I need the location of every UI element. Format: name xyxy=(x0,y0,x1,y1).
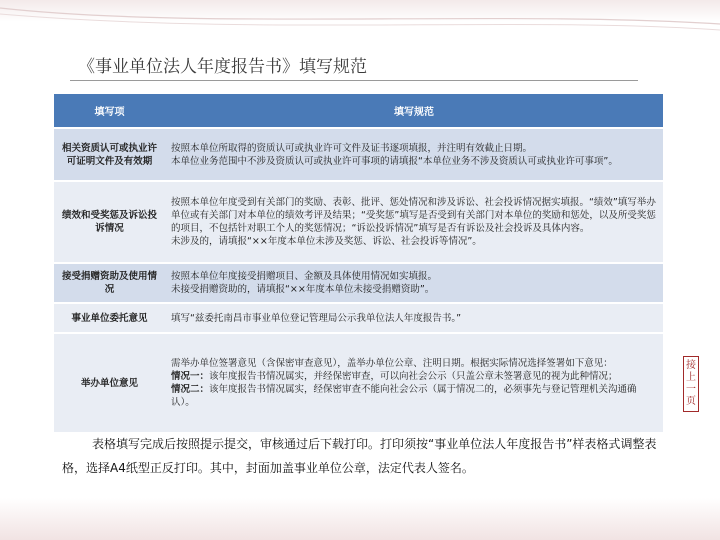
spec-line: 按照本单位年度受到有关部门的奖励、表彰、批评、惩处情况和涉及诉讼、社会投诉情况据实填报。“绩效”填写举办单位或有关部门对本单位的绩效考评及结果；“受奖惩”填写是否受到有关部门对本单位的奖励和惩处，以及所受奖惩的项目，不包括针对职工个人的奖惩情况；“诉讼投诉情况”填写是否有诉讼及社会投诉及具体内容。 xyxy=(171,197,656,234)
option-label: 情况一： xyxy=(171,371,210,382)
row-item: 事业单位委托意见 xyxy=(54,303,165,333)
row-item: 绩效和受奖惩及诉讼投诉情况 xyxy=(54,181,165,263)
row-spec xyxy=(165,128,663,181)
row-spec xyxy=(165,333,663,433)
table-row xyxy=(54,128,663,181)
table-row xyxy=(54,333,663,433)
table-row xyxy=(54,303,663,333)
row-spec xyxy=(165,181,663,263)
spec-line: 填写“兹委托南昌市事业单位登记管理局公示我单位法人年度报告书。” xyxy=(171,312,462,324)
row-item: 接受捐赠资助及使用情况 xyxy=(54,263,165,303)
spec-line: 本单位业务范围中不涉及资质认可或执业许可事项的请填报“本单位业务不涉及资质认可或执业许可事项”。 xyxy=(171,155,618,167)
table-row xyxy=(54,263,663,303)
header-spec: 填写规范 xyxy=(165,94,663,128)
continued-page-tab xyxy=(683,356,699,412)
row-spec xyxy=(165,263,663,303)
table-header-row xyxy=(54,94,663,128)
tab-char: 页 xyxy=(686,396,696,407)
footer-note: 表格填写完成后按照提示提交，审核通过后下载打印。打印须按“事业单位法人年度报告书”样表格式调整表格，选择A4纸型正反打印。其中，封面加盖事业单位公章，法定代表人签名。 xyxy=(62,437,657,475)
tab-char: 上 xyxy=(686,372,696,383)
spec-line: 未涉及的，请填报“××年度本单位未涉及奖惩、诉讼、社会投诉等情况”。 xyxy=(171,236,482,247)
spec-line: 按照本单位所取得的资质认可或执业许可文件及证书逐项填报，并注明有效截止日期。 xyxy=(171,142,533,154)
option-text: 该年度报告书情况属实，经保密审查不能向社会公示（属于情况二的，必须事先与登记管理机关沟通确认）。 xyxy=(171,384,637,408)
spec-line: 需举办单位签署意见（含保密审查意见），盖举办单位公章、注明日期。根据实际情况选择签署如下意见： xyxy=(171,358,613,369)
title-divider xyxy=(70,80,638,81)
page-title: 《事业单位法人年度报告书》填写规范 xyxy=(78,57,367,77)
tab-char: 接 xyxy=(686,360,696,371)
spec-option xyxy=(171,383,657,409)
spec-line: 未接受捐赠资助的，请填报“××年度本单位未接受捐赠资助”。 xyxy=(171,284,435,295)
table-row xyxy=(54,181,663,263)
row-spec xyxy=(165,303,663,333)
header-item: 填写项 xyxy=(54,94,165,128)
tab-char: 一 xyxy=(686,384,696,395)
row-item: 举办单位意见 xyxy=(54,333,165,433)
bottom-decor-band xyxy=(0,498,720,540)
option-text: 该年度报告书情况属实，并经保密审查，可以向社会公示（只盖公章未签署意见的视为此种情况； xyxy=(209,371,618,382)
spec-line: 按照本单位年度接受捐赠项目、金额及具体使用情况如实填报。 xyxy=(171,271,438,282)
row-item: 相关资质认可或执业许可证明文件及有效期 xyxy=(54,128,165,181)
spec-option xyxy=(171,370,657,383)
spec-table xyxy=(54,94,663,434)
option-label: 情况二： xyxy=(171,384,210,395)
